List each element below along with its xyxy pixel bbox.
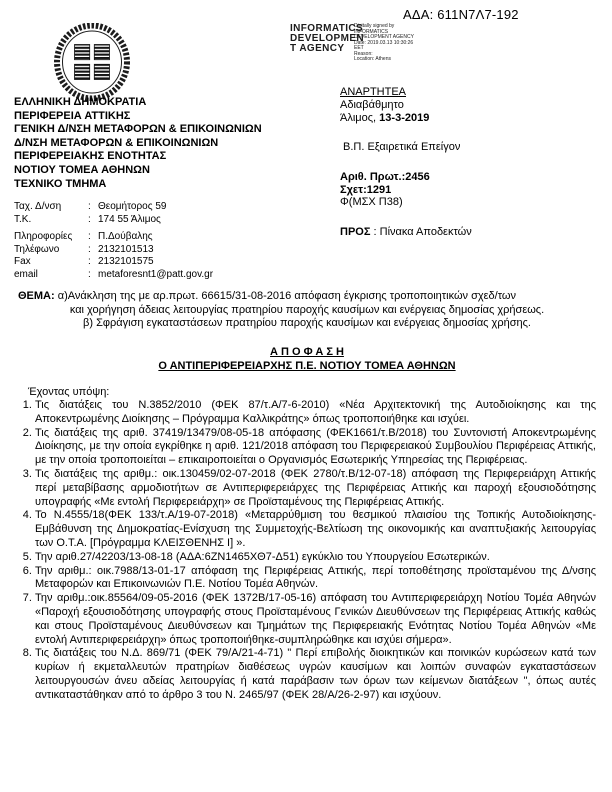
- org-line: ΠΕΡΙΦΕΡΕΙΑΚΗΣ ΕΝΟΤΗΤΑΣ: [14, 150, 167, 163]
- contact-row-address: Ταχ. Δ/νση : Θεομήτορος 59: [14, 201, 167, 212]
- subject-label: ΘΕΜΑ:: [18, 290, 55, 302]
- anartitea-label: ΑΝΑΡΤΗΤΕΑ: [340, 86, 407, 98]
- subject-block: [18, 290, 596, 331]
- org-line: ΠΕΡΙΦΕΡΕΙΑ ΑΤΤΙΚΗΣ: [14, 109, 131, 122]
- file-number: Φ(ΜΣΧ Π38): [340, 196, 403, 208]
- consideration-item: 7. Την αριθμ.:οικ.85564/09-05-2016 (ΦΕΚ 1372Β/17-05-16) απόφαση του Αντιπεριφερειάρχη Νοτίου Τομέα Αθηνών «Παροχή εξουσιοδότησης υπογραφής στους Προϊσταμένους Γενικών Διευθύνσεων της Περιφέρειας Αττικής καθώς και στους Προϊσταμένους Διευθύνσεων και Τμημάτων της Περιφερειακής Ενότητας Νοτίου Τομέα Αθηνών «Με εντολή Αντιπεριφερειάρχη» όπως τροποποιήθηκε-συμπληρώθηκε και ισχύει σήμερα».: [35, 592, 596, 647]
- contact-info: [14, 201, 213, 282]
- urgency-label: Β.Π. Εξαιρετικά Επείγον: [343, 141, 461, 153]
- org-line: ΤΕΧΝΙΚΟ ΤΜΗΜΑ: [14, 177, 107, 190]
- consideration-item: 5. Την αριθ.27/42203/13-08-18 (ΑΔΑ:6ΖΝ1465ΧΘ7-Δ51) εγκύκλιο του Υπουργείου Εσωτερικών.: [35, 551, 596, 565]
- contact-row-phone: Τηλέφωνο : 2132101513: [14, 243, 154, 255]
- document-date: 13-3-2019: [379, 112, 430, 124]
- consideration-item: 2. Τις διατάξεις της αριθ. 37419/13479/08-05-18 απόφασης (ΦΕΚ1661/τ.Β/2018) του Συντονιστή Αποκεντρωμένης Διοίκησης, με την οποία εγκρίθηκε η αριθ. 121/2018 απόφαση του Περιφερειακού Συμβουλίου Περιφέρειας Αττικής, με την οποία τροποποιείται – επικαιροποιείται ο Οργανισμός Εσωτερικής Υπηρεσίας της Περιφέρειας.: [35, 427, 596, 468]
- decision-subtitle: Ο ΑΝΤΙΠΕΡΙΦΕΡΕΙΑΡΧΗΣ Π.Ε. ΝΟΤΙΟΥ ΤΟΜΕΑ ΑΘΗΝΩΝ: [158, 359, 456, 372]
- org-line: Δ/ΝΣΗ ΜΕΤΑΦΟΡΩΝ & ΕΠΙΚΟΙΝΩΝΙΩΝ: [14, 136, 219, 149]
- contact-row-fax: Fax : 2132101575: [14, 256, 154, 268]
- stamp-signature-details: Digitally signed by INFORMATICS DEVELOPMENT AGENCY Date: 2019.03.13 10:30:26 EET Reason: Location: Athens: [354, 23, 414, 62]
- to-value: : Πίνακα Αποδεκτών: [373, 226, 472, 238]
- greek-coat-of-arms-icon: [52, 23, 132, 101]
- consideration-item: 3. Τις διατάξεις της αριθμ.: οικ.130459/02-07-2018 (ΦΕΚ 2780/τ.Β/12-07-18) απόφαση της Περιφερειάρχη Αττικής περί μεταβίβασης αρμοδιοτήτων σε Αντιπεριφερειάρχες της Περιφέρειας Αττικής και παροχή εξουσιοδότησης υπογραφής «Με εντολή Περιφερειάρχη» σε Προϊσταμένους της Περιφέρειας Αττικής.: [35, 468, 596, 509]
- issuing-authority-block: [14, 96, 262, 191]
- stamp-agency-name: INFORMATICS DEVELOPMEN T AGENCY: [290, 23, 365, 54]
- protocol-number: Αριθ. Πρωτ.:2456: [340, 171, 430, 183]
- considerations-list: [18, 399, 596, 703]
- subject-line-1: ΘΕΜΑ: α)Ανάκληση της με αρ.πρωτ. 66615/31-08-2016 απόφαση έγκρισης τροποποιητικών σχεδ/των: [18, 290, 517, 302]
- consideration-item: 8. Τις διατάξεις του Ν.Δ. 869/71 (ΦΕΚ 79/Α/21-4-71) " Περί επιβολής διοικητικών και ποινικών κυρώσεων κατά των κυρίων ή εκμεταλλευτών πρατηρίων διαθέσεως υγρών καυσίμων και λοιπών συναφών εγκαταστάσεων λειτουργουσών άνευ αδείας λειτουργίας ή κατά παράβασιν των όρων των κείμενων διατάξεων ", όπως αυτές αντικαταστάθηκαν από το άρθρο 3 του Ν. 2465/97 (ΦΕΚ 28/Α/26-2-97) και ισχύουν.: [35, 647, 596, 702]
- org-line: ΓΕΝΙΚΗ Δ/ΝΣΗ ΜΕΤΑΦΟΡΩΝ & ΕΠΙΚΟΙΝΩΝΙΩΝ: [14, 123, 262, 136]
- decision-heading: [18, 346, 596, 373]
- place: Άλιμος,: [340, 112, 377, 124]
- consideration-item: 1. Τις διατάξεις του Ν.3852/2010 (ΦΕΚ 87/τ.Α/7-6-2010) «Νέα Αρχιτεκτονική της Αυτοδιοίκησης και της Αποκεντρωμένης Διοίκησης – Πρόγραμμα Καλλικράτης» όπως τροποποιήθηκε και ισχύει.: [35, 399, 596, 427]
- consideration-item: 4. Το Ν.4555/18(ΦΕΚ 133/τ.Α/19-07-2018) «Μεταρρύθμιση του θεσμικού πλαισίου της Τοπικής Αυτοδιοίκησης-Εμβάθυνση της Δημοκρατίας-Ενίσχυση της Συμμετοχής-Βελτίωση της οικονομικής και αναπτυξιακής λειτουργίας των Ο.Τ.Α. [Πρόγραμμα ΚΛΕΙΣΘΕΝΗΣ Ι] ».: [35, 509, 596, 550]
- reference-number: Σχετ:1291: [340, 184, 392, 196]
- ada-code: ΑΔΑ: 611Ν7Λ7-192: [403, 7, 519, 22]
- org-line: ΕΛΛΗΝΙΚΗ ΔΗΜΟΚΡΑΤΙΑ: [14, 96, 147, 108]
- org-line: ΝΟΤΙΟΥ ΤΟΜΕΑ ΑΘΗΝΩΝ: [14, 163, 150, 176]
- to-label: ΠΡΟΣ: [340, 226, 371, 238]
- decision-title: Α Π Ο Φ Α Σ Η: [270, 346, 344, 358]
- contact-row-email: email : metaforesnt1@patt.gov.gr: [14, 268, 214, 280]
- contact-row-information: Πληροφορίες : Π.Δούβαλης: [14, 231, 153, 243]
- subject-line-3: β) Σφράγιση εγκαταστάσεων πρατηρίου παροχής καυσίμων και ενέργειας δημοσίας χρήσης.: [83, 317, 531, 329]
- contact-row-postcode: Τ.Κ. : 174 55 Άλιμος: [14, 213, 161, 225]
- digital-signature-stamp: [290, 24, 449, 63]
- recipients-line: [340, 226, 472, 238]
- place-and-date: [340, 112, 429, 124]
- subject-line-2: και χορήγηση άδειας λειτουργίας πρατηρίου παροχής καυσίμων και ενέργειας δημοσίας χρήσεως.: [69, 303, 545, 316]
- classification-label: Αδιαβάθμητο: [340, 99, 404, 111]
- consideration-item: 6. Την αριθμ.: οικ.7988/13-01-17 απόφαση της Περιφέρειας Αττικής, περί τοποθέτησης προϊσταμένου της Δ/νσης Μεταφορών και Επικοινωνιών Π.Ε. Νοτίου Τομέα Αθηνών.: [35, 565, 596, 593]
- considerations-intro: Έχοντας υπόψη:: [28, 386, 110, 398]
